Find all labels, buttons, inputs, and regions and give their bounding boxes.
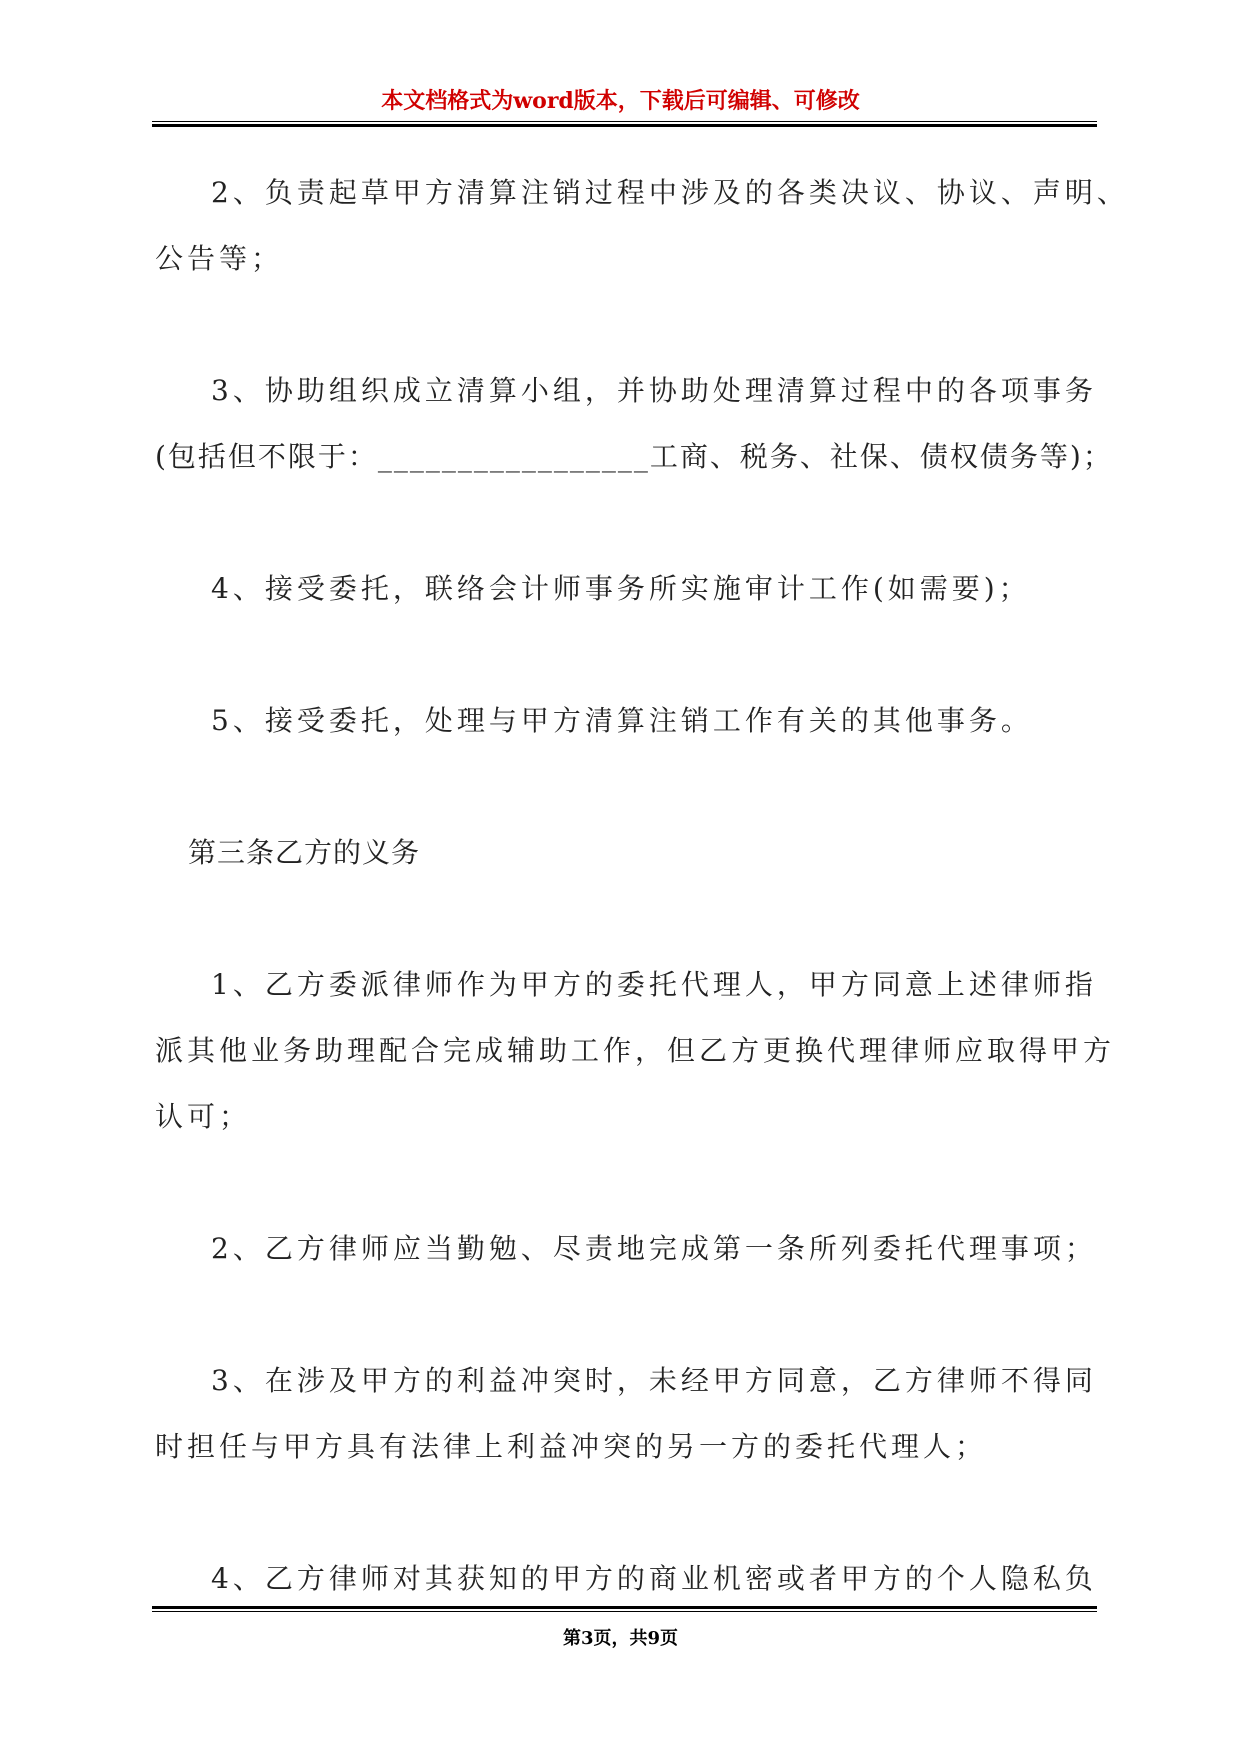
paragraph-line: 1、乙方委派律师作为甲方的委托代理人，甲方同意上述律师指 xyxy=(211,968,1097,1001)
paragraph-line: (包括但不限于：_________________工商、税务、社保、债权债务等)； xyxy=(155,440,1113,473)
paragraph-line: 4、接受委托，联络会计师事务所实施审计工作(如需要)； xyxy=(211,572,1031,605)
obligation-item-3 xyxy=(155,1348,1100,1480)
paragraph-line: 派其他业务助理配合完成辅助工作，但乙方更换代理律师应取得甲方 xyxy=(155,1034,1116,1067)
section-heading-text: 第三条乙方的义务 xyxy=(188,836,421,869)
obligation-item-4 xyxy=(155,1546,1100,1612)
paragraph-line: 时担任与甲方具有法律上利益冲突的另一方的委托代理人； xyxy=(155,1430,988,1463)
paragraph-line: 2、乙方律师应当勤勉、尽责地完成第一条所列委托代理事项； xyxy=(211,1232,1097,1265)
footer-rule-thin xyxy=(152,1611,1097,1612)
paragraph-line: 3、在涉及甲方的利益冲突时，未经甲方同意，乙方律师不得同 xyxy=(211,1364,1097,1397)
paragraph-line: 4、乙方律师对其获知的甲方的商业机密或者甲方的个人隐私负 xyxy=(211,1562,1097,1595)
obligation-item-2 xyxy=(155,1216,1100,1282)
paragraph-item-3 xyxy=(155,358,1113,490)
header-rule-thick xyxy=(152,124,1097,127)
document-body xyxy=(155,160,1129,1612)
header-notice: 本文档格式为word版本，下载后可编辑、可修改 xyxy=(381,88,860,114)
section-heading xyxy=(155,820,1100,886)
paragraph-line: 2、负责起草甲方清算注销过程中涉及的各类决议、协议、声明、 xyxy=(211,176,1129,209)
obligation-item-1 xyxy=(155,952,1116,1150)
paragraph-line: 认可； xyxy=(155,1100,252,1133)
paragraph-item-5 xyxy=(155,688,1100,754)
paragraph-line: 公告等； xyxy=(155,242,284,275)
paragraph-line: 3、协助组织成立清算小组，并协助处理清算过程中的各项事务 xyxy=(211,374,1097,407)
paragraph-line: 5、接受委托，处理与甲方清算注销工作有关的其他事务。 xyxy=(211,704,1033,737)
header-rule-thin xyxy=(152,121,1097,122)
paragraph-item-2 xyxy=(155,160,1129,292)
footer-rule-thick xyxy=(152,1606,1097,1609)
page-number: 第3页，共9页 xyxy=(562,1628,679,1649)
paragraph-item-4 xyxy=(155,556,1100,622)
